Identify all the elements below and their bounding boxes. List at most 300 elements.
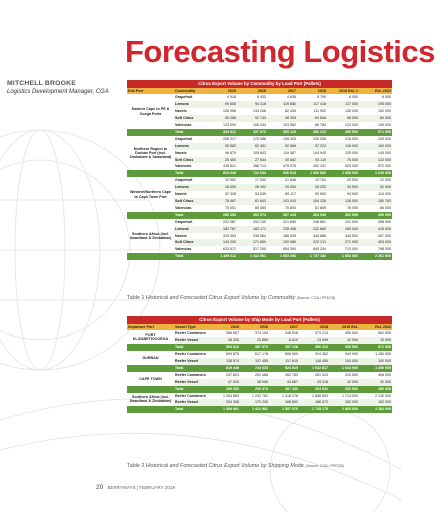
table-cell: 160 000 xyxy=(359,143,392,150)
table-cell: 170 086 xyxy=(253,136,266,141)
table2-label: Table 2 xyxy=(127,463,145,469)
table-cell: 80 000 xyxy=(359,115,392,122)
total-cell: 819 649 xyxy=(207,170,237,177)
total-cell: 394 812 xyxy=(207,129,237,136)
table-cell: 96 879 xyxy=(225,150,236,155)
total-cell: 1 056 832 xyxy=(297,170,327,177)
table-cell: 93 119 xyxy=(297,157,327,164)
row-label: Grapefruit xyxy=(175,136,193,141)
total-cell: 1 860 000 xyxy=(327,253,359,260)
table-cell: 1 713 000 xyxy=(342,393,358,398)
table1-caption: Citrus Export Volume by Commodity by Load Port (Pallets) xyxy=(127,80,392,88)
table-cell: 192 086 xyxy=(267,239,297,246)
table-cell: 125 000 xyxy=(345,150,358,155)
table-cell: 10 000 xyxy=(359,337,392,344)
table-cell: 55 582 xyxy=(207,143,237,150)
total-label: Total xyxy=(174,253,207,260)
table-cell: 78 467 xyxy=(207,198,237,205)
table-cell: 171 850 xyxy=(237,239,267,246)
table-cell: 459 500 xyxy=(345,331,358,336)
table-cell: 435 521 xyxy=(223,164,236,169)
table-cell: 338 584 xyxy=(253,233,266,238)
table-cell: 10 000 xyxy=(329,337,359,344)
port-group-label: Western/Northern Cape to Cape Town Port xyxy=(129,190,172,199)
table-cell: 5 799 xyxy=(317,95,326,100)
total-row-spacer xyxy=(127,129,174,136)
column-header: Vessel Type xyxy=(174,324,211,331)
column-header: 2017 xyxy=(269,324,299,331)
row-label: Grapefruit xyxy=(175,219,193,224)
table2-caption-note xyxy=(127,463,344,469)
total-cell: 307 430 xyxy=(269,386,299,393)
column-header: Exit Port xyxy=(127,88,174,95)
total-row xyxy=(127,212,392,219)
total-label: Total xyxy=(174,170,207,177)
table-cell: 128 574 xyxy=(211,358,240,365)
row-label: Navels xyxy=(175,192,187,197)
table-cell: 798 300 xyxy=(378,247,392,252)
table-cell: 262 763 xyxy=(285,372,298,377)
total-row-spacer xyxy=(127,212,174,219)
table-cell: 806 900 xyxy=(285,352,298,357)
total-label: Total xyxy=(174,344,211,351)
table-cell: 640 334 xyxy=(313,247,326,252)
total-cell: 1 508 991 xyxy=(211,406,240,413)
total-row xyxy=(127,365,392,372)
table-cell: 407 000 xyxy=(378,233,392,238)
table-cell: 126 956 xyxy=(223,109,236,114)
table-cell: 517 255 xyxy=(253,247,266,252)
table-cell: 152 000 xyxy=(359,399,392,406)
total-row-spacer xyxy=(127,386,174,393)
total-cell: 819 449 xyxy=(211,365,240,372)
table-cell: 310 500 xyxy=(345,372,358,377)
table-row xyxy=(127,351,392,358)
total-cell: 352 500 xyxy=(329,386,359,393)
column-header: 2019 Est. 1 xyxy=(327,88,359,95)
table-cell: 28 253 xyxy=(297,184,327,191)
total-cell: 386 212 xyxy=(297,129,327,136)
table-cell: 222 087 xyxy=(223,219,236,224)
table-cell: 29 050 xyxy=(267,184,297,191)
table-cell: 415 000 xyxy=(359,226,392,233)
column-header: 2017 xyxy=(267,88,297,95)
row-label: Valencias xyxy=(175,247,192,252)
table-cell: 100 000 xyxy=(329,358,359,365)
total-row-spacer xyxy=(127,406,174,413)
table-row xyxy=(127,372,392,379)
table-cell: 572 300 xyxy=(378,164,392,169)
table-cell: 4 918 xyxy=(227,95,236,100)
row-label: Navels xyxy=(175,109,187,114)
total-cell: 285 353 xyxy=(207,212,237,219)
table-cell: 492 191 xyxy=(313,164,326,169)
total-row xyxy=(127,344,392,351)
table-cell: 924 362 xyxy=(315,352,328,357)
total-label: Total xyxy=(174,212,207,219)
table-cell: 25 450 xyxy=(207,157,237,164)
table-cell: 52 000 xyxy=(359,184,392,191)
table-cell: 110 000 xyxy=(378,192,392,197)
column-header: 2016 xyxy=(240,324,269,331)
table-cell: 248 861 xyxy=(313,219,326,224)
table-cell: 8 403 xyxy=(257,95,266,100)
table-cell: 6 500 xyxy=(382,95,392,100)
table-ship-mode-by-port xyxy=(127,316,392,413)
port-group-label: DURBAN xyxy=(142,355,159,360)
table-cell: 186 572 xyxy=(299,399,329,406)
table-row xyxy=(127,393,392,400)
port-group-label: Northern Region to Durban Port (incl. Zimbabwe & Swaziland) xyxy=(129,146,172,160)
row-label: Reefer Vessel xyxy=(174,337,211,344)
table2-caption: Citrus Export Volume by Ship Mode by Load Port (Pallets) xyxy=(127,316,392,324)
table-cell: 215 000 xyxy=(345,136,358,141)
table-cell: 44 667 xyxy=(269,379,299,386)
table-cell: 221 659 xyxy=(283,219,296,224)
table-cell: 97 224 xyxy=(297,143,327,150)
table-cell: 356 712 xyxy=(253,164,266,169)
table-cell: 1 558 603 xyxy=(312,393,328,398)
port-group-label: CAPE TOWN xyxy=(139,376,162,381)
table-cell: 251 468 xyxy=(255,372,268,377)
table-cell: 94 539 xyxy=(255,192,266,197)
column-header: 2016 xyxy=(237,88,267,95)
table-cell: 617 178 xyxy=(255,352,268,357)
table-cell: 107 455 xyxy=(240,358,269,365)
table-cell: 64 846 xyxy=(297,115,327,122)
table-cell: 92 566 xyxy=(267,143,297,150)
table1-description: Historical and Forecasted Citrus Export Volume by Commodity xyxy=(145,295,296,301)
total-cell: 290 374 xyxy=(240,386,269,393)
table-cell: 119 387 xyxy=(283,150,296,155)
table-cell: 52 743 xyxy=(237,115,267,122)
total-cell: 1 587 070 xyxy=(269,406,299,413)
total-row xyxy=(127,170,392,177)
table-cell: 8 610 xyxy=(269,337,299,344)
total-cell: 1 058 000 xyxy=(327,170,359,177)
total-cell: 450 000 xyxy=(359,386,392,393)
table-cell: 92 328 xyxy=(225,192,236,197)
column-header: 2015 xyxy=(211,324,240,331)
total-cell: 1 412 981 xyxy=(240,406,269,413)
table-cell: 106 243 xyxy=(253,123,266,128)
total-cell: 304 041 xyxy=(299,386,329,393)
total-row-spacer xyxy=(127,365,174,372)
table-cell: 633 572 xyxy=(223,247,236,252)
table-cell: 183 787 xyxy=(207,226,237,233)
total-cell: 1 412 961 xyxy=(237,253,267,260)
table1-label: Table 1 xyxy=(127,295,145,301)
total-cell: 1 240 300 xyxy=(359,170,392,177)
table-cell: 128 000 xyxy=(327,198,359,205)
table-cell: 4 636 xyxy=(287,95,296,100)
total-cell: 936 613 xyxy=(267,170,297,177)
row-label: Lemons xyxy=(174,184,207,191)
table-cell: 111 952 xyxy=(313,109,326,114)
table-cell: 61 859 xyxy=(315,205,326,210)
table-cell: 28 205 xyxy=(211,337,240,344)
table-cell: 237 823 xyxy=(226,372,239,377)
table-cell: 344 500 xyxy=(345,233,358,238)
table-row xyxy=(127,177,392,184)
table-cell: 374 104 xyxy=(255,331,268,336)
total-row-spacer xyxy=(127,344,174,351)
port-group-label: PORT ELIZABETH/COEGA xyxy=(132,332,169,342)
total-label: Total xyxy=(174,386,211,393)
table-cell: 23 869 xyxy=(240,337,269,344)
total-cell: 1 745 175 xyxy=(299,406,329,413)
table-cell: 123 000 xyxy=(223,123,236,128)
table-cell: 86 784 xyxy=(315,123,326,128)
table-cell: 99 650 xyxy=(207,101,237,108)
table-cell: 28 555 xyxy=(207,184,237,191)
table-cell: 241 500 xyxy=(345,219,358,224)
column-header: Commodity xyxy=(174,88,207,95)
table-cell: 2 130 000 xyxy=(375,393,392,398)
table-cell: 561 500 xyxy=(378,331,392,336)
table-cell: 168 892 xyxy=(269,399,299,406)
table-cell: 1 304 683 xyxy=(223,393,239,398)
total-cell: 357 128 xyxy=(269,344,299,351)
column-header: 2018 xyxy=(299,324,329,331)
column-header: 2019 Est. xyxy=(329,324,359,331)
table-cell: 76 000 xyxy=(347,205,358,210)
table-cell: 1 418 178 xyxy=(282,393,298,398)
table-cell: 104 128 xyxy=(297,198,327,205)
total-cell: 386 312 xyxy=(299,344,329,351)
total-cell: 571 500 xyxy=(359,344,392,351)
table-cell: 315 963 xyxy=(223,233,236,238)
total-row-spacer xyxy=(127,170,174,177)
table-cell: 690 875 xyxy=(226,352,239,357)
column-header: 2018 xyxy=(297,88,327,95)
total-cell: 2 282 000 xyxy=(359,406,392,413)
table-cell: 42 000 xyxy=(329,379,359,386)
row-label: Reefer Containers xyxy=(175,393,206,398)
table-row xyxy=(127,94,392,101)
table-cell: 135 000 xyxy=(345,109,358,114)
table-cell: 117 418 xyxy=(297,101,327,108)
table-cell: 85 117 xyxy=(285,192,296,197)
table-cell: 170 230 xyxy=(240,399,269,406)
publication-info: BERRYWAYS | FEBRUARY 2019 xyxy=(107,485,175,490)
total-cell: 352 500 xyxy=(327,212,359,219)
total-row xyxy=(127,406,392,413)
table-cell: 118 000 xyxy=(327,143,359,150)
table-cell: 19 704 xyxy=(315,178,326,183)
table-cell: 220 211 xyxy=(297,239,327,246)
row-label: Reefer Containers xyxy=(175,372,206,377)
table-cell: 242 889 xyxy=(297,226,327,233)
table-cell: 105 843 xyxy=(253,150,266,155)
total-row xyxy=(127,253,392,260)
table-cell: 230 058 xyxy=(313,136,326,141)
column-header: 2015 xyxy=(207,88,237,95)
row-label: Reefer Vessel xyxy=(174,379,211,386)
table-cell: 75 000 xyxy=(327,157,359,164)
table-cell: 13 099 xyxy=(299,337,329,344)
total-row-spacer xyxy=(127,253,174,260)
total-cell: 359 125 xyxy=(267,129,297,136)
row-label: Grapefruit xyxy=(175,95,193,100)
table-cell: 94 500 xyxy=(347,192,358,197)
total-cell: 1 043 000 xyxy=(329,365,359,372)
table-cell: 28 392 xyxy=(237,184,267,191)
table-cell: 68 000 xyxy=(327,115,359,122)
row-label: Lemons xyxy=(174,143,207,150)
port-group-label: Southern Africa (incl. Swaziland & Zimbabwe) xyxy=(129,231,172,240)
total-cell: 924 515 xyxy=(269,365,299,372)
table-cell: 22 000 xyxy=(380,178,392,183)
row-label: Navels xyxy=(175,150,187,155)
table-cell: 180 762 xyxy=(359,198,392,205)
total-cell: 2 261 800 xyxy=(359,253,392,260)
table-cell: 403 000 xyxy=(359,239,392,246)
table-cell: 1 242 751 xyxy=(252,393,268,398)
table-cell: 289 000 xyxy=(327,226,359,233)
table-cell: 408 000 xyxy=(378,372,392,377)
port-group-label: Southern Africa (incl. Swaziland & Zimbabwe) xyxy=(129,395,172,404)
table-cell: 479 575 xyxy=(283,164,296,169)
row-label: Soft Citrus xyxy=(174,198,207,205)
table1-caption-note xyxy=(127,295,335,301)
table-cell: 134 206 xyxy=(253,109,266,114)
table-cell: 86 000 xyxy=(380,205,392,210)
row-label: Valencias xyxy=(175,123,192,128)
total-cell: 571 500 xyxy=(359,129,392,136)
table-cell: 144 202 xyxy=(207,239,237,246)
total-label: Total xyxy=(174,406,211,413)
table-cell: 82 435 xyxy=(285,109,296,114)
total-cell: 1 737 183 xyxy=(297,253,327,260)
table-cell: 6 000 xyxy=(349,95,358,100)
table-cell: 271 000 xyxy=(327,239,359,246)
table-cell: 38 906 xyxy=(240,379,269,386)
table-cell: 103 962 xyxy=(283,123,296,128)
table-cell: 235 496 xyxy=(267,226,297,233)
table-cell: 366 607 xyxy=(226,331,239,336)
author-role: Logistics Development Manager, CGA xyxy=(7,89,109,95)
total-cell: 724 633 xyxy=(240,365,269,372)
column-header: Est. 2022 xyxy=(359,324,392,331)
table-cell: 286 939 xyxy=(283,233,296,238)
table-cell: 204 308 xyxy=(211,399,240,406)
total-cell: 469 500 xyxy=(329,344,359,351)
table-commodity-by-port xyxy=(127,80,392,260)
row-label: Reefer Vessel xyxy=(174,358,211,365)
table-cell: 101 910 xyxy=(267,198,297,205)
author-name: MITCHELL BROOKE xyxy=(7,80,76,87)
table-cell: 118 455 xyxy=(299,358,329,365)
table-cell: 123 000 xyxy=(345,123,358,128)
total-cell: 1 865 000 xyxy=(329,406,359,413)
row-label: Navels xyxy=(175,233,187,238)
total-cell: 1 250 500 xyxy=(359,365,392,372)
row-label: Lemons xyxy=(174,226,207,233)
table-cell: 27 544 xyxy=(237,157,267,164)
table-cell: 137 500 xyxy=(327,101,359,108)
table1-source: (Source: CGA / PPECB) xyxy=(296,296,336,300)
column-header: Est. 2022 xyxy=(359,88,392,95)
table-cell: 123 000 xyxy=(359,157,392,164)
table-cell: 42 000 xyxy=(359,379,392,386)
table-cell: 140 000 xyxy=(378,123,392,128)
table-cell: 195 000 xyxy=(359,101,392,108)
row-label: Lemons xyxy=(174,101,207,108)
total-cell: 394 812 xyxy=(211,344,240,351)
table-cell: 80 380 xyxy=(255,205,266,210)
table-cell: 94 318 xyxy=(237,101,267,108)
total-cell: 450 000 xyxy=(359,212,392,219)
table-cell: 10 952 xyxy=(225,178,236,183)
row-label: Soft Citrus xyxy=(174,115,207,122)
table-cell: 33 500 xyxy=(327,184,359,191)
table-cell: 525 000 xyxy=(345,164,358,169)
row-label: Grapefruit xyxy=(175,178,193,183)
table-row xyxy=(127,136,392,143)
total-cell: 722 634 xyxy=(237,170,267,177)
total-label: Total xyxy=(174,365,211,372)
table-cell: 206 217 xyxy=(223,136,236,141)
total-cell: 1 499 611 xyxy=(207,253,237,260)
column-header: Departure Port xyxy=(127,324,174,331)
port-group-label: Eastern Cape to PE & Coega Ports xyxy=(131,107,170,116)
table-cell: 81 643 xyxy=(237,198,267,205)
table-cell: 119 880 xyxy=(267,101,297,108)
table-cell: 713 000 xyxy=(345,247,358,252)
page-footer xyxy=(96,484,175,491)
table-cell: 943 000 xyxy=(345,352,358,357)
table-cell: 183 171 xyxy=(237,226,267,233)
total-cell: 397 873 xyxy=(237,129,267,136)
table-cell: 152 000 xyxy=(329,399,359,406)
table-cell: 70 693 xyxy=(285,205,296,210)
table-cell: 48 393 xyxy=(267,115,297,122)
table-cell: 117 615 xyxy=(269,358,299,365)
row-label: Reefer Containers xyxy=(175,352,206,357)
table-cell: 268 500 xyxy=(378,219,392,224)
table-cell: 43 018 xyxy=(299,379,329,386)
table-cell: 195 403 xyxy=(283,136,296,141)
row-label: Reefer Vessel xyxy=(174,399,211,406)
table-cell: 62 451 xyxy=(237,143,267,150)
table2-source: (Source: CGA / PPECB) xyxy=(305,464,344,468)
table-row xyxy=(127,219,392,226)
table-cell: 373 213 xyxy=(315,331,328,336)
table-cell: 1 150 500 xyxy=(375,352,392,357)
table-cell: 240 000 xyxy=(378,136,392,141)
row-label: Soft Citrus xyxy=(174,239,207,246)
table-cell: 40 285 xyxy=(207,115,237,122)
table-cell: 348 518 xyxy=(285,331,298,336)
row-label: Valencias xyxy=(175,164,192,169)
table-cell: 49 682 xyxy=(267,157,297,164)
table-cell: 17 590 xyxy=(255,178,266,183)
total-cell: 307 418 xyxy=(267,212,297,219)
page-number: 20 xyxy=(96,484,104,491)
row-label: Valencias xyxy=(175,205,192,210)
total-row xyxy=(127,386,392,393)
table-cell: 144 945 xyxy=(313,150,326,155)
total-cell: 304 535 xyxy=(297,212,327,219)
total-cell: 397 973 xyxy=(240,344,269,351)
table-cell: 90 592 xyxy=(315,192,326,197)
row-label: Reefer Containers xyxy=(175,331,206,336)
page-title: Forecasting Logistics xyxy=(125,34,435,69)
total-cell: 1 603 056 xyxy=(267,253,297,260)
table-cell: 261 023 xyxy=(315,372,328,377)
table-cell: 654 390 xyxy=(283,247,296,252)
